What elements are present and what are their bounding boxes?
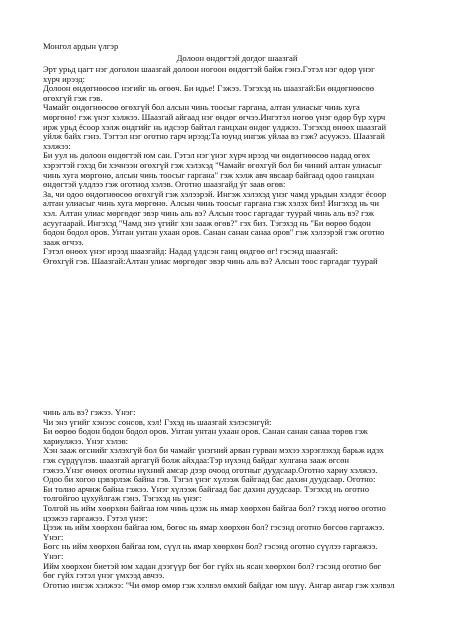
text-line: Үнэг: bbox=[43, 532, 64, 542]
text-line: чинь аль вэ? гэжээ. Үнэг: bbox=[43, 408, 136, 417]
text-line: бөг гүйх гэтэл үнэг үмхээд авчээ. bbox=[43, 571, 165, 581]
text-line: Эрт урьд цагт нэг доголон шаазгай долоон ногоон өндөгтэй байж гэнэ.Гэтэл нэг өдөр үнэг bbox=[43, 65, 375, 74]
text-line: Чамайг өндөгнөөсөө өгөхгүй бол алсын чинь тоосыг гаргана, алтан улиасыг чинь хуга bbox=[43, 103, 360, 113]
text-line: мөргөнө! гэж үнэг хэлжээ. Шаазгай айгаад нэг өндөг өгчээ.Ингэтэл нөгөө үнэг өдөр бүр хүрч bbox=[43, 112, 386, 122]
text-line: Чи энэ үгийг хэнээс сонсов, хэл! Гэхэд нь шаазгай хэлэсэнгүй: bbox=[43, 417, 272, 427]
text-line: Гэтэл өнөөх үнэг ирээд шаазгайд: Надад үлдсэн ганц өндгөө өг! гэсэнд шаазгай: bbox=[43, 247, 338, 257]
text-line: хүрч ирээд: bbox=[43, 74, 85, 84]
text-line: хэл. Алтан улиас мөргөдөг эвэр чинь аль вэ? Алсын тоос гаргадаг туурай чинь аль вэ? гэж bbox=[43, 208, 374, 218]
text-line: чинь хуга мөргөнө, алсын чинь тоосыг гаргана" гэж хэлж авч явсаар байгаад одоо ганцхан bbox=[43, 170, 375, 180]
text-line: Үнэг: bbox=[43, 551, 64, 561]
text-block-bottom bbox=[43, 408, 435, 590]
text-line: гэжээ.Үнэг өнөөх оготны нүхний амсар дээр очоод оготныг дуудсаар.Оготно хариу хэлжээ. bbox=[43, 465, 378, 475]
text-line: Хэн зааж өгснийг хэлэхгүй бол би чамайг үнэгний арван гурван мэхээ хэрэглэхэд барьж идэх bbox=[43, 446, 384, 456]
text-line: Долоон өндөгнөөсөө нэгийг нь өгөөч. Би идье! Гэжээ. Тэгэхэд нь шаазгай:Би өндөгнөөсөө bbox=[43, 84, 375, 94]
story-title: Долоон өндөгтэй догдог шаазгай bbox=[176, 53, 298, 63]
text-line: Өгөхгүй гэв. Шаазгай:Алтан улиас мөргөдөг эвэр чинь аль вэ? Алсын тоос гаргадаг туурай bbox=[43, 256, 378, 266]
text-line: өгөхгүй гэж гэв. bbox=[43, 93, 103, 103]
text-line: Бөгс нь ийм хөөрхөн байгаа юм, сүүл нь ямар хөөрхөн бол? гэсэнд оготно сүүлээ гаргажээ. bbox=[43, 542, 378, 552]
text-line: гэж сүрдүүлэв. шаазгай аргагүй болж айхдаа:Тэр нүхэнд байдаг хулгана зааж өгсөн bbox=[43, 455, 349, 465]
text-line: хэрэгтэй гэхэд би хэчнээн өгөхгүй гэж хэлэхэд "Чамайг өгөхгүй бол би чиний алтан улиасыг bbox=[43, 160, 382, 170]
text-line: бодон бодол оров. Унтан унтан ухаан оров. Санан санан санаа оров" гэж хэлээрэй гэж оготно bbox=[43, 228, 385, 238]
text-line: асуугаарай. Ингэхэд "Чамд энэ үгийг хэн зааж өгөв?" гэх биз. Тэгэхэд нь "Би өөрөө бодон bbox=[43, 218, 371, 228]
text-line: цээжээ гаргажээ. Гэтэл үнэг: bbox=[43, 513, 148, 523]
text-block-top bbox=[43, 65, 435, 266]
text-line: Би уул нь долоон өндөгтэй юм сан. Гэтэл нэг үнэг хүрч ирээд чи өндөгнөөсөө надад өгөх bbox=[43, 151, 371, 161]
text-line: алтан улиасыг чинь хуга мөргөнө. Алсын чинь тоосыг гаргана гэж хэлэх биз! Ингэхэд нь чи bbox=[43, 199, 379, 209]
text-line: Оготно ингэж хэлжээ: "Чи өмөр өмөр гэж хэлвэл өмхий байдаг юм шүү. Ангар ангар гэж хэлвэл bbox=[43, 580, 395, 590]
text-line: Би өөрөө бодон бодон бодол оров. Унтан унтан ухаан оров. Санан санан санаа төрөв гэж bbox=[43, 427, 368, 437]
text-line: ирж урьд ёсоор хэлж өндгийг нь идсээр байтал ганцхан өндөг үлджээ. Тэгэхэд өнөөх шаазгай bbox=[43, 122, 387, 132]
text-line: хариулжээ. Үнэг хэлэв: bbox=[43, 436, 129, 446]
text-line: Ийм хөөрхөн биетэй юм хадан дээгүүр бөг бөг гүйх нь ясан хөөрхөн бол? гэсэнд оготно бөг bbox=[43, 561, 382, 571]
text-line: толгойгоо цухуйлгаж гэнэ. Тэгэхэд нь үнэг: bbox=[43, 494, 202, 504]
text-line: зааж өгчээ. bbox=[43, 237, 84, 247]
text-line: За, чи одоо өндөгнөөсөө өгөхгүй гэж хэлээрэй. Ингэж хэлэхэд үнэг чамд урьдын хэлдэг ёсоор bbox=[43, 189, 387, 199]
story-subtitle: Монгол ардын үлгэр bbox=[43, 41, 119, 51]
text-line: Би толио арчиж байна гэжээ. Үнэг хүлээж байгаад бас дахин дуудсаар. Тэгэхэд нь оготно bbox=[43, 484, 370, 494]
text-line: Цээж нь ийм хөөрхөн байгаа юм, бөгөс нь ямар хөөрхөн бол? гэсэнд оготно бөгсөө гаргажээ. bbox=[43, 523, 385, 533]
text-line: Одоо би хогоо цэвэрлэж байна гэв. Тэгэл үнэг хүлээж байгаад бас дахин дуудсаар. Оготно: bbox=[43, 475, 376, 485]
text-line: уйлж байх гэнэ. Тэгтэл нэг оготно гарч ирээд:Та юунд ингэж уйлаа вэ гэж? асуужээ. Шаазгай bbox=[43, 132, 385, 142]
text-line: Толгой нь ийм хөөрхөн байгаа юм чинь цээж нь ямар хөөрхөн байгаа бол? гэхэд нөгөө оготно bbox=[43, 503, 386, 513]
text-line: өндөгтэй үлдлээ гэж оготнод хэлэв. Оготно шаазгайд ӱг заав өгөв: bbox=[43, 180, 286, 190]
text-line: хэлжээ: bbox=[43, 141, 71, 151]
